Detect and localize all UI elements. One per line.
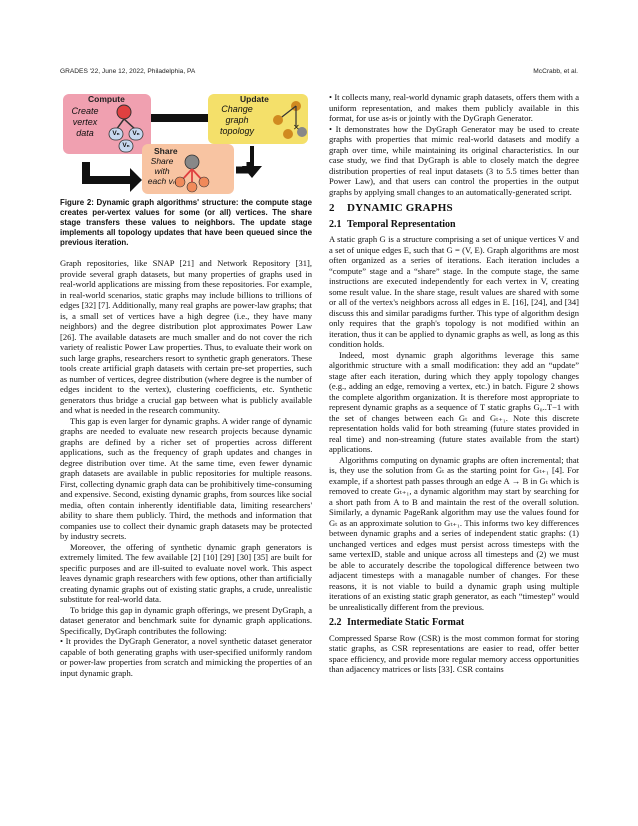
share-title: Share (154, 146, 178, 156)
node-icon (273, 115, 283, 125)
paragraph: Moreover, the offering of synthetic dynamic graph generators is extremely limited. The few available [2] [10] [29] [30] [35] are built for specific purposes and are ill-suited to evaluate novel work. This aspect leaves dynamic graph researchers with few options, other than artificially creating dynamic graphs out of existing static graphs, a crude, unrealistic substitute for real-world data. (60, 541, 312, 604)
left-column (60, 92, 312, 678)
paragraph: Algorithms computing on dynamic graphs are often incremental; that is, they use the solution from Gₜ as the starting point for Gₜ₊₁ [4]. For example, if a shortest path passes through an edge A → B in Gₜ which is removed to create Gₜ₊₁, a dynamic algorithm may start by searching for a short path from A to B and maintain the rest of the overall solution. Similarly, a dynamic PageRank algorithm may use the values found for Gₜ as an approximate solution to Gₜ₊₁. This informs two key differences between dynamic graphs and a series of independent static graphs: (1) unchanged vertices and edges must persist across timesteps with the same vertexID, stable and unique across all timesteps and (2) we must be able to accurately describe the topological difference between two adjacent timesteps with a managable number of changes. For these reasons, it is not viable to build a dynamic graph using multiple iterations of an existing static graph generator, as each “timestep” would be unrealistically different from the previous. (329, 454, 579, 612)
bullet-item: • It demonstrates how the DyGraph Generator may be used to create graphs with properties that mimic real-world datasets and modify a graph over time, while maintaining its original characteristics. In our case study, we find that DyGraph is able to closely match the degree distribution properties of real input datasets (3 to 5.5 times better than Power Law), and that users can control the properties in the output graphs by applying small changes to an automatically-generated script. (329, 123, 579, 197)
running-header-left: GRADES '22, June 12, 2022, Philadelphia, PA (60, 68, 196, 75)
compute-text: Create vertex data (71, 106, 99, 138)
paragraph: Graph repositories, like SNAP [21] and Network Repository [31], provide several graph datasets, but many properties of graphs used in real-world applications are missing from these repositories. For example, in real-world scenarios, static graphs may include billions to trillions of edges [32] [7]. Additionally, many real graphs are power-law graphs; that is, a small set of vertices have a high degree (i.e., they have many neighbors) and the degree distribution plot approximates Power Law [26]. The available datasets are much smaller and do not cover the rich variety of realistic Power Law properties. Thus, to evaluate their work on such large graphs, researchers resort to synthetic graph generators. These tools create artificial graph datasets with certain pre-set properties, such as number of vertices, degree distribution (where degree is the number of edges incident to the vertex), clustering coefficients, etc. Synthetic generators thus bridge a crucial gap between what is publicly available and what is needed in the research community. (60, 258, 312, 415)
section-heading: 2 DYNAMIC GRAPHS (329, 202, 453, 214)
share-text: Share with each vₙ (147, 156, 177, 186)
right-column (329, 92, 579, 675)
paragraph: This gap is even larger for dynamic graphs. A wider range of dynamic graphs are needed to evaluate new research projects because dynamic graphs are defined by a richer set of properties across different applications, such as the frequency of graph updates and changes in degree distribution over time. At the same time, even fewer dynamic graph datasets are available in public repositories for multiple reasons. First, collecting dynamic graph data can be prohibitively time-consuming and expensive. Second, existing dynamic graphs, from sources like social media, often contain inherently identifiable data, limiting researchers' ability to share them publicly. Third, the methods and information that companies use to collect their dynamic graph datasets may be protected by industry secrets. (60, 415, 312, 541)
remove-x-icon: ✕ (293, 123, 300, 132)
paragraph: Indeed, most dynamic graph algorithms leverage this same algorithmic structure with a small modification: they add an “update” stage after each iteration, during which they apply topology changes (e.g., adding an edge, removing a vertex, etc.) in batch. Figure 2 shows the complete algorithm organization. It is therefore most appropriate to represent dynamic graphs as a sequence of T static graphs G₀..T−1 with the set of changes between each Gₜ and Gₜ₊₁. Note this discrete representation holds valid for both streaming (future states provided in real time) and non-streaming (future states available from the start) applications. (329, 349, 579, 454)
paragraph: Compressed Sparse Row (CSR) is the most common format for storing static graphs, as CSR representations are easier to read, offer better space efficiency, and provide more regular memory access opportunities than adjacency matrices or lists [33]. CSR contains (329, 632, 579, 674)
node-icon (283, 129, 293, 139)
bullet-item: • It collects many, real-world dynamic graph datasets, offers them with a uniform representation, and makes them publicly available in this format, for use as-is or jointly with the DyGraph Generator. (329, 92, 579, 123)
running-header-right: McCrabb, et al. (533, 68, 578, 75)
update-text: Change graph topology (219, 104, 255, 136)
figure-2 (60, 92, 312, 195)
node-icon (185, 155, 199, 169)
node-icon (199, 177, 209, 187)
node-icon (187, 182, 197, 192)
subsection-heading: 2.1 Temporal Representation (329, 218, 456, 230)
bullet-item: • It provides the DyGraph Generator, a novel synthetic dataset generator capable of both generating graphs with user-specified uniformly random or power-law properties from scratch and mimicking the properties of an input dynamic graph. (60, 636, 312, 678)
figure-caption: Figure 2: Dynamic graph algorithms' structure: the compute stage creates per-vertex values for some (or all) vertices. The share stage transfers these values to neighbors. The update stage implements all topology updates that have been queued since the previous iteration. (60, 198, 312, 247)
paragraph: To bridge this gap in dynamic graph offerings, we present DyGraph, a dataset generator and benchmark suite for dynamic graph applications. Specifically, DyGraph contributes the following: (60, 604, 312, 636)
paragraph: A static graph G is a structure comprising a set of unique vertices V and a set of unique edges E, such that G = (V, E). Graph algorithms are most often organized as a series of iterations. Each iteration includes a “compute” stage and a “share” stage. In the compute stage, the same instructions are executed independently for each vertex in V, creating some result value. In the share stage, result values are shared with some or all of the vertex's neighbors across all edges in E. [16], [24], and [34] discuss this and similar paradigms further. This type of algorithm design only requires that the graph's topology is not modified within an iteration, thus it can be applied to dynamic graphs as well, as long as this condition holds. (329, 234, 579, 349)
compute-title: Compute (88, 94, 125, 104)
arrow-compute-to-share (82, 162, 142, 192)
node-icon (117, 105, 131, 119)
subsection-heading: 2.2 Intermediate Static Format (329, 617, 465, 628)
vn-label: Vₙ (122, 142, 130, 149)
vn-label: Vₙ (112, 130, 120, 137)
update-title: Update (240, 94, 269, 104)
vn-label: Vₙ (132, 130, 140, 137)
